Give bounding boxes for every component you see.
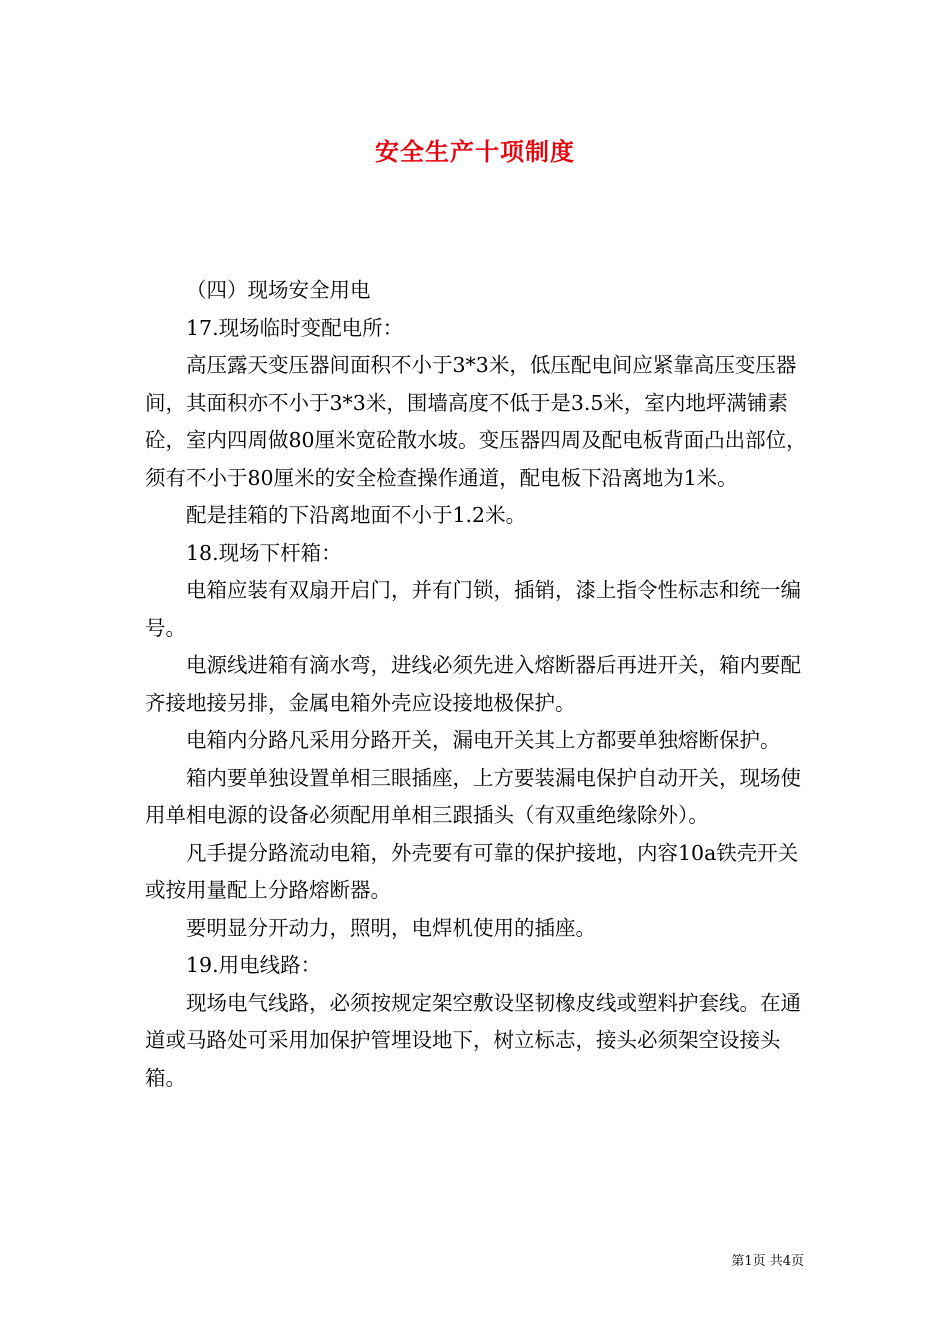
paragraph: 电箱内分路凡采用分路开关，漏电开关其上方都要单独熔断保护。 — [186, 728, 781, 752]
page-title: 安全生产十项制度 — [375, 137, 575, 166]
item-heading: 19.用电线路： — [186, 953, 322, 977]
paragraph: 电箱应装有双扇开启门，并有门锁，插销，漆上指令性标志和统一编号。 — [145, 578, 801, 640]
paragraph: 箱内要单独设置单相三眼插座，上方要装漏电保护自动开关，现场使用单相电源的设备必须配用单相三跟插头（有双重绝缘除外）。 — [145, 765, 801, 827]
paragraph: 配是挂箱的下沿离地面不小于1.2米。 — [186, 503, 527, 527]
paragraph: 凡手提分路流动电箱，外壳要有可靠的保护接地，内容10a铁壳开关或按用量配上分路熔断器。 — [145, 840, 799, 902]
paragraph: 高压露天变压器间面积不小于3*3米，低压配电间应紧靠高压变压器间，其面积亦不小于3*3米，围墙高度不低于是3.5米，室内地坪满铺素砼，室内四周做80厘米宽砼散水坡。变压器四周及配电板背面凸出部位，须有不小于80厘米的安全检查操作通道，配电板下沿离地为1米。 — [145, 353, 807, 490]
page-number-footer: 第1页 共4页 — [731, 1254, 804, 1269]
section-heading: （四）现场安全用电 — [186, 278, 371, 302]
item-heading: 17.现场临时变配电所： — [186, 315, 404, 340]
paragraph: 现场电气线路，必须按规定架空敷设坚韧橡皮线或塑料护套线。在通道或马路处可采用加保护管埋设地下，树立标志，接头必须架空设接头箱。 — [145, 990, 801, 1090]
paragraph: 要明显分开动力，照明，电焊机使用的插座。 — [186, 915, 596, 940]
item-heading: 18.现场下杆箱： — [186, 540, 342, 565]
paragraph: 电源线进箱有滴水弯，进线必须先进入熔断器后再进开关，箱内要配齐接地接另排，金属电箱外壳应设接地极保护。 — [145, 653, 801, 715]
document-body — [145, 272, 815, 1097]
